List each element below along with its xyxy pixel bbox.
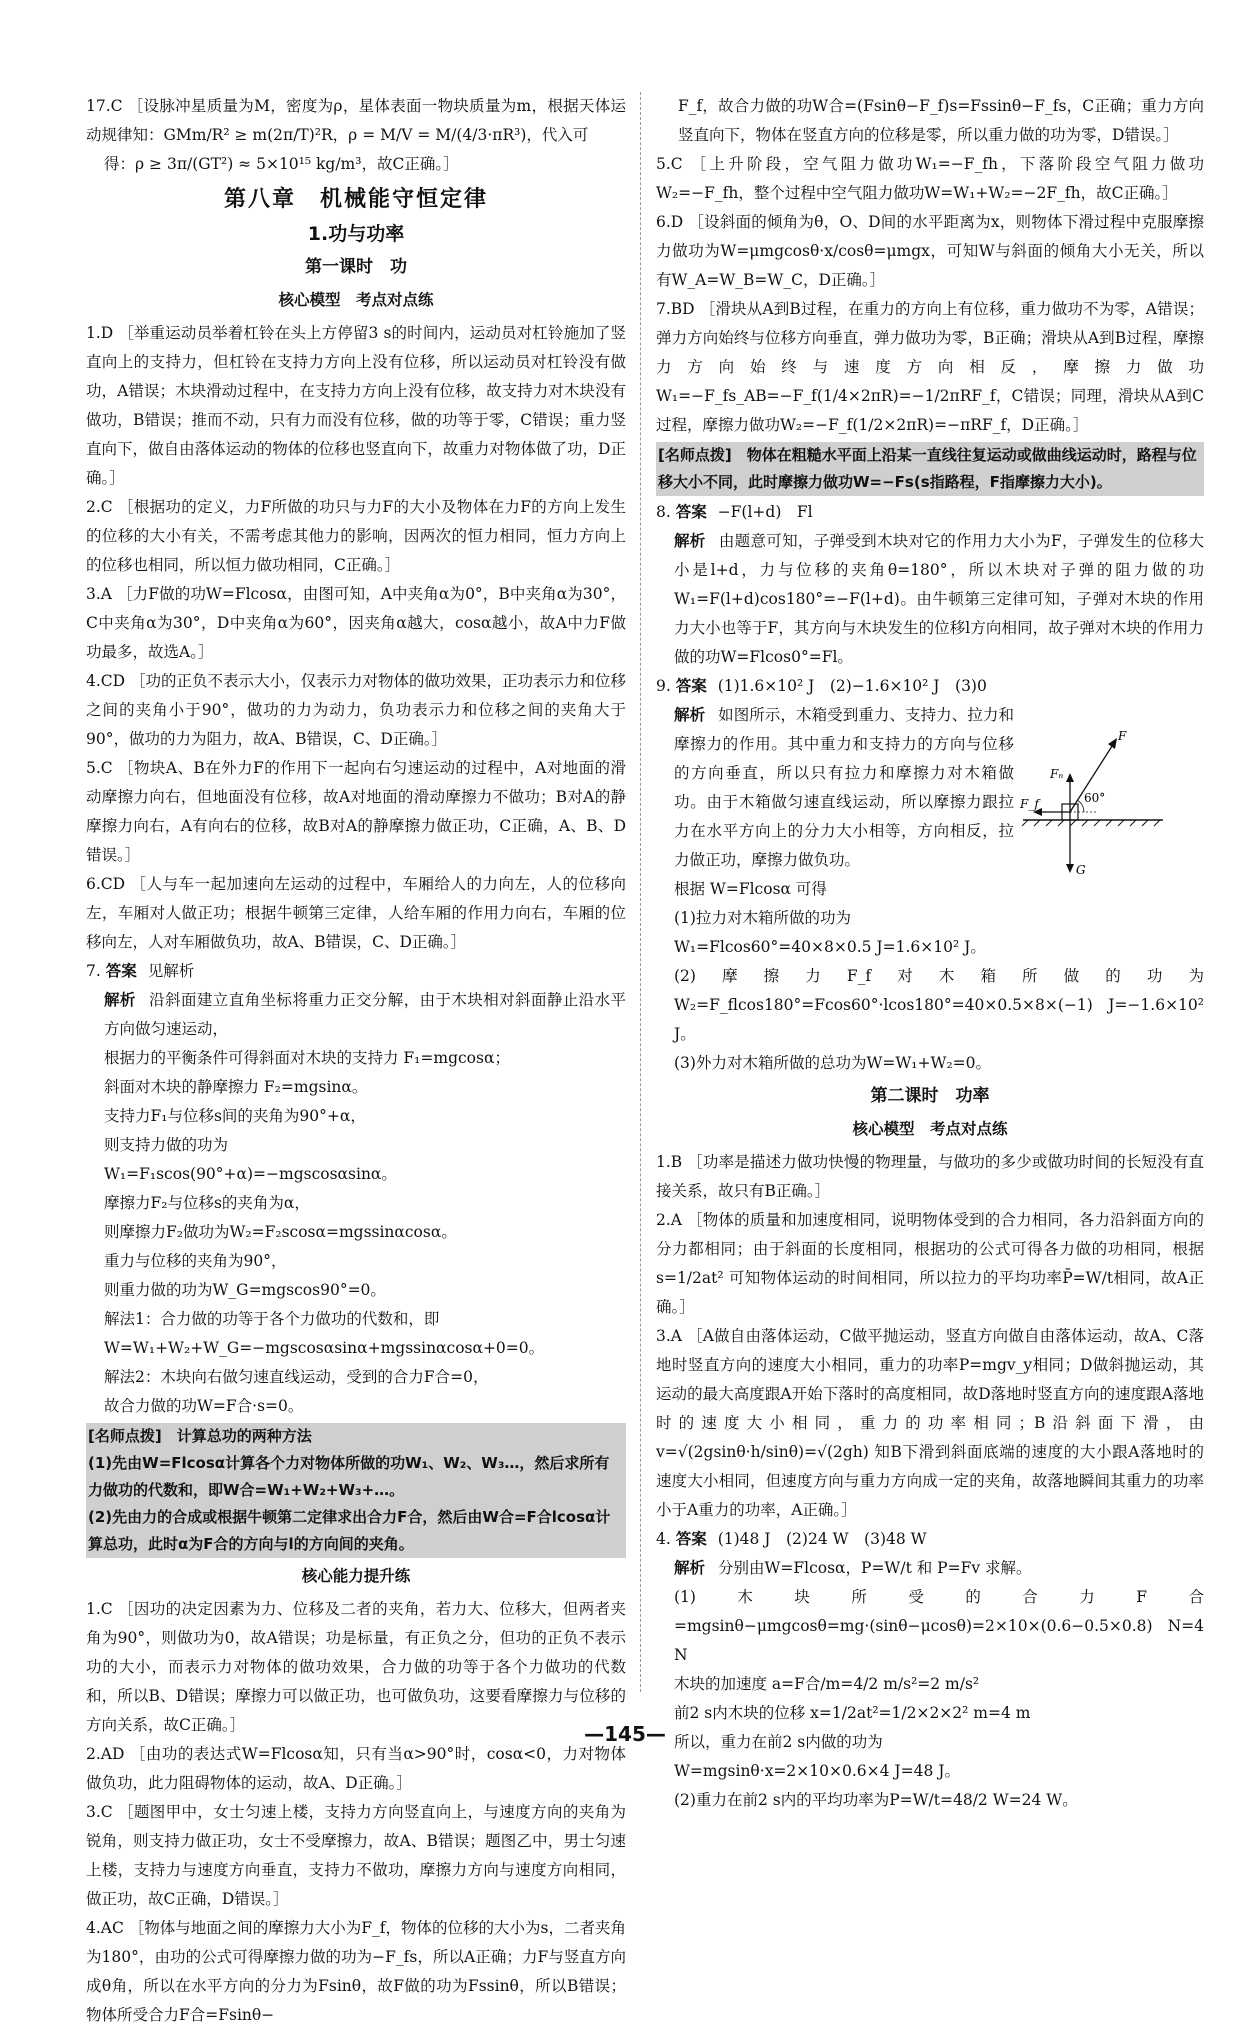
subsection-core-ability: 核心能力提升练	[301, 1567, 411, 1585]
q9-answer	[656, 672, 1204, 701]
answer-item: 4.CD ［功的正负不表示大小，仅表示力对物体的做功效果，正功表示力和位移之间的夹角小于90°，做功的力为动力，负功表示力和位移之间的夹角大于90°，做功的力为阻力，故A、B错误，C、D正确。］	[86, 672, 627, 748]
q7-line: 斜面对木块的静摩擦力 F₂=mgsinα。	[104, 1078, 368, 1096]
q9-line: (3)外力对木箱所做的总功为W=W₁+W₂=0。	[674, 1054, 992, 1072]
q7-explain	[86, 986, 626, 1044]
q4-lead: 分别由W=Flcosα，P=W/t 和 P=Fv 求解。	[717, 1559, 1032, 1577]
q9-line: (1)拉力对木箱所做的功为	[674, 909, 851, 927]
q7-line: 沿斜面建立直角坐标将重力正交分解，由于木块相对斜面静止沿水平方向做匀速运动，	[104, 991, 626, 1038]
force-diagram	[1018, 728, 1168, 878]
tip-line: (2)先由力的合成或根据牛顿第二定律求出合力F合，然后由W合=F合lcosα计算总功，此时α为F合的方向与l的方向间的夹角。	[88, 1508, 611, 1553]
answer-continuation: F_f，故合力做的功W合=(Fsinθ−F_f)s=Fssinθ−F_fs，C正确；重力方向竖直向下，物体在竖直方向的位移是零，所以重力做的功为零，D错误。］	[678, 97, 1204, 144]
q4-answer	[656, 1525, 1204, 1554]
q9-line: W₁=Flcos60°=40×8×0.5 J=1.6×10² J。	[674, 938, 986, 956]
q8-answer	[656, 498, 1204, 527]
lesson-title: 第一课时 功	[305, 257, 407, 277]
subsection-core-model: 核心模型 考点对点练	[278, 291, 434, 309]
answer-item: 3.C ［题图甲中，女士匀速上楼，支持力方向竖直向上，与速度方向的夹角为锐角，则支持力做正功，女士不受摩擦力，故A、B错误；题图乙中，男士匀速上楼，支持力与速度方向垂直，支持力不做功，摩擦力方向与速度方向相同，做正功，故C正确，D错误。］	[86, 1803, 626, 1908]
answer-item: 2.C ［根据功的定义，力F所做的功只与力F的大小及物体在力F的方向上发生的位移的大小有关，不需考虑其他力的影响，因两次的恒力相同，恒力方向上的位移也相同，所以恒力做功相同，C正确。］	[86, 498, 626, 574]
q8-answer-text: −F(l+d) Fl	[717, 503, 813, 521]
q8-explain-text: 由题意可知，子弹受到木块对它的作用力大小为F，子弹发生的位移大小是l+d，力与位移的夹角θ=180°，所以木块对子弹的阻力做的功W₁=F(l+d)cos180°=−F(l+d)。由牛顿第三定律可知，子弹对木块的作用力大小也等于F，其方向与木块发生的位移l方向相同，故子弹对木块的作用力做的功W=Flcos0°=Fl。	[674, 532, 1204, 666]
answer-item: 2.A ［物体的质量和加速度相同，说明物体受到的合力相同，各力沿斜面方向的分力都相同；由于斜面的长度相同，根据功的公式可得各力做的功相同，根据 s=1/2at² 可知物体运动的时间相同，所以拉力的平均功率P̄=W/t相同，故A正确。］	[656, 1211, 1204, 1316]
q17-text: 17.C ［设脉冲星质量为M，密度为ρ，星体表面一物块质量为m，根据天体运动规律知：GMm/R² ≥ m(2π/T)²R，ρ = M/V = M/(4/3·πR³)，代入可	[86, 97, 626, 144]
q7-line: 则支持力做的功为	[104, 1136, 229, 1154]
page-number: —145—	[584, 1722, 666, 1746]
teacher-tip-box: [名师点拨] 物体在粗糙水平面上沿某一直线往复运动或做曲线运动时，路程与位移大小不同，此时摩擦力做功W=−Fs(s指路程，F指摩擦力大小)。	[656, 442, 1204, 496]
q8-explain	[656, 527, 1204, 672]
answer-label: 答案	[675, 677, 707, 695]
answer-item: 1.D ［举重运动员举着杠铃在头上方停留3 s的时间内，运动员对杠铃施加了竖直向上的支持力，但杠铃在支持力方向上没有位移，所以运动员对杠铃没有做功，A错误；木块滑动过程中，在支持力方向上没有位移，故支持力对木块没有做功，B错误；推而不动，只有力而没有位移，做的功等于零，C错误；重力竖直向下，做自由落体运动的物体的位移也竖直向下，故重力对物体做了功，D正确。］	[86, 324, 626, 487]
label-G: G	[1076, 863, 1086, 877]
explain-label: 解析	[674, 706, 706, 724]
q9-number: 9.	[656, 677, 671, 695]
subsection-core-model: 核心模型 考点对点练	[852, 1120, 1008, 1138]
answer-item: 6.CD ［人与车一起加速向左运动的过程中，车厢给人的力向左，人的位移向左，车厢对人做正功；根据牛顿第三定律，人给车厢的作用力向右，车厢的位移向左，人对车厢做负功，故A、B错误，C、D正确。］	[86, 875, 626, 951]
q7-answer	[86, 957, 626, 986]
q4-line: 前2 s内木块的位移 x=1/2at²=1/2×2×2² m=4 m	[674, 1704, 1031, 1722]
right-column	[656, 92, 1204, 1815]
label-F: F	[1118, 729, 1127, 743]
q7-line: 重力与位移的夹角为90°，	[104, 1252, 287, 1270]
answer-item: 1.B ［功率是描述力做功快慢的物理量，与做功的多少或做功时间的长短没有直接关系，故只有B正确。］	[656, 1153, 1204, 1200]
answer-item: 4.AC ［物体与地面之间的摩擦力大小为F_f，物体的位移的大小为s，二者夹角为180°，由功的公式可得摩擦力做的功为−F_fs，所以A正确；力F与竖直方向成θ角，所以在水平方向的分力为Fsinθ，故F做的功为Fssinθ，所以B错误；物体所受合力F合=Fsinθ−	[86, 1919, 626, 2024]
q9-line: (2)摩擦力F_f对木箱所做的功为W₂=F_flcos180°=Fcos60°·lcos180°=40×0.5×8×(−1) J=−1.6×10² J。	[674, 967, 1204, 1043]
label-Ff: F_f	[1020, 797, 1039, 811]
q9-explain	[656, 701, 1014, 875]
q7-line: 故合力做的功W=F合·s=0。	[104, 1397, 304, 1415]
section-title: 1.功与功率	[307, 223, 405, 245]
q7-number: 7.	[86, 962, 101, 980]
q7-line: 则重力做的功为W_G=mgscos90°=0。	[104, 1281, 386, 1299]
answer-label: 答案	[105, 962, 137, 980]
q4-line: 所以，重力在前2 s内做的功为	[674, 1733, 883, 1751]
pull-force-arrowhead	[1108, 738, 1117, 749]
gravity-arrowhead	[1066, 864, 1074, 873]
label-FN: Fₙ	[1050, 767, 1064, 781]
q7-line: 支持力F₁与位移s间的夹角为90°+α，	[104, 1107, 366, 1125]
q7-answer-text: 见解析	[147, 962, 195, 980]
answer-item: 1.C ［因功的决定因素为力、位移及二者的夹角，若力大、位移大，但两者夹角为90°，则做功为0，故A错误；功是标量，有正负之分，但功的正负不表示功的大小，而表示力对物体的做功效果，合力做的功等于各个力做功的代数和，所以B、D错误；摩擦力可以做正功，也可做负功，这要看摩擦力与位移的方向关系，故C正确。］	[86, 1600, 626, 1734]
answer-item: 2.AD ［由功的表达式W=Flcosα知，只有当α>90°时，cosα<0，力对物体做负功，此力阻碍物体的运动，故A、D正确。］	[86, 1745, 626, 1792]
q9-line: 根据 W=Flcosα 可得	[674, 880, 827, 898]
label-angle: 60°	[1084, 791, 1106, 805]
q4-explain	[656, 1554, 1204, 1583]
explain-label: 解析	[674, 1559, 706, 1577]
q7-line: 根据力的平衡条件可得斜面对木块的支持力 F₁=mgcosα；	[104, 1049, 510, 1067]
q4-line: (1)木块所受的合力F合=mgsinθ−μmgcosθ=mg·(sinθ−μcosθ)=2×10×(0.6−0.5×0.8) N=4 N	[674, 1588, 1204, 1664]
teacher-tip-box	[86, 1423, 626, 1558]
tip-line: (1)先由W=Flcosα计算各个力对物体所做的功W₁、W₂、W₃…，然后求所有力做功的代数和，即W合=W₁+W₂+W₃+…。	[88, 1454, 610, 1499]
q7-line: 摩擦力F₂与位移s的夹角为α，	[104, 1194, 310, 1212]
q7-line: 则摩擦力F₂做功为W₂=F₂scosα=mgssinαcosα。	[104, 1223, 457, 1241]
q4-line: W=mgsinθ·x=2×10×0.6×4 J=48 J。	[674, 1762, 960, 1780]
q7-line: W=W₁+W₂+W_G=−mgscosαsinα+mgssinαcosα+0=0。	[104, 1339, 545, 1357]
explain-label: 解析	[104, 991, 136, 1009]
explain-label: 解析	[674, 532, 706, 550]
q7-line: W₁=F₁scos(90°+α)=−mgscosαsinα。	[104, 1165, 397, 1183]
column-divider	[640, 92, 641, 1692]
ground-hatching	[1022, 820, 1160, 826]
answer-item: 5.C ［物块A、B在外力F的作用下一起向右匀速运动的过程中，A对地面的滑动摩擦力向右，但地面没有位移，故A对地面的滑动摩擦力不做功；B对A的静摩擦力向右，A有向右的位移，故B对A的静摩擦力做正功，C正确，A、B、D错误。］	[86, 759, 626, 864]
q4-number: 4.	[656, 1530, 671, 1548]
answer-item: 5.C ［上升阶段，空气阻力做功W₁=−F_fh，下落阶段空气阻力做功W₂=−F_fh，整个过程中空气阻力做功W=W₁+W₂=−2F_fh，故C正确。］	[656, 155, 1204, 202]
lesson-title: 第二课时 功率	[870, 1086, 990, 1106]
q8-number: 8.	[656, 503, 671, 521]
answer-item: 6.D ［设斜面的倾角为θ，O、D间的水平距离为x，则物体下滑过程中克服摩擦力做功为W=μmgcosθ·x/cosθ=μmgx，可知W与斜面的倾角大小无关，所以有W_A=W_B=W_C，D正确。］	[656, 213, 1204, 289]
q9-explain-text: 如图所示，木箱受到重力、支持力、拉力和摩擦力的作用。其中重力和支持力的方向与位移的方向垂直，所以只有拉力和摩擦力对木箱做功。由于木箱做匀速直线运动，所以摩擦力跟拉力在水平方向上的分力大小相等，方向相反，拉力做正功，摩擦力做负功。	[674, 706, 1014, 869]
q4-line: (2)重力在前2 s内的平均功率为P=W/t=48/2 W=24 W。	[674, 1791, 1078, 1809]
answer-item: 3.A ［力F做的功W=Flcosα，由图可知，A中夹角α为0°，B中夹角α为30°，C中夹角α为30°，D中夹角α为60°，因夹角α越大，cosα越小，故A中力F做功最多，故选A。］	[86, 585, 626, 661]
q7-line: 解法1：合力做的功等于各个力做功的代数和，即	[104, 1310, 440, 1328]
q17-result: 得：ρ ≥ 3π/(GT²) ≈ 5×10¹⁵ kg/m³，故C正确。］	[104, 155, 459, 173]
q7-line: 解法2：木块向右做匀速直线运动，受到的合力F合=0，	[104, 1368, 489, 1386]
answer-label: 答案	[675, 503, 707, 521]
q4-answer-text: (1)48 J (2)24 W (3)48 W	[717, 1530, 927, 1548]
q9-answer-text: (1)1.6×10² J (2)−1.6×10² J (3)0	[717, 677, 987, 695]
chapter-title: 第八章 机械能守恒定律	[223, 187, 488, 212]
answer-item: 7.BD ［滑块从A到B过程，在重力的方向上有位移，重力做功不为零，A错误；弹力方向始终与位移方向垂直，弹力做功为零，B正确；滑块从A到B过程，摩擦力方向始终与速度方向相反，摩擦力做功W₁=−F_fs_AB=−F_f(1/4×2πR)=−1/2πRF_f，C错误；同理，滑块从A到C过程，摩擦力做功W₂=−F_f(1/2×2πR)=−πRF_f，D正确。］	[656, 300, 1204, 434]
answer-item: 3.A ［A做自由落体运动，C做平抛运动，竖直方向做自由落体运动，故A、C落地时竖直方向的速度大小相同，重力的功率P=mgv_y相同；D做斜抛运动，其运动的最大高度跟A开始下落时的高度相同，故D落地时竖直方向的速度跟A落地时的速度大小相同，重力的功率相同；B沿斜面下滑，由 v=√(2gsinθ·h/sinθ)=√(2gh) 知B下滑到斜面底端的速度的大小跟A落地时的速度大小相同，但速度方向与重力方向成一定的夹角，故落地瞬间其重力的功率小于A重力的功率，A正确。］	[656, 1327, 1204, 1519]
normal-force-arrowhead	[1066, 773, 1074, 782]
answer-label: 答案	[675, 1530, 707, 1548]
q4-line: 木块的加速度 a=F合/m=4/2 m/s²=2 m/s²	[674, 1675, 980, 1693]
tip-heading: [名师点拨] 计算总功的两种方法	[88, 1427, 312, 1445]
